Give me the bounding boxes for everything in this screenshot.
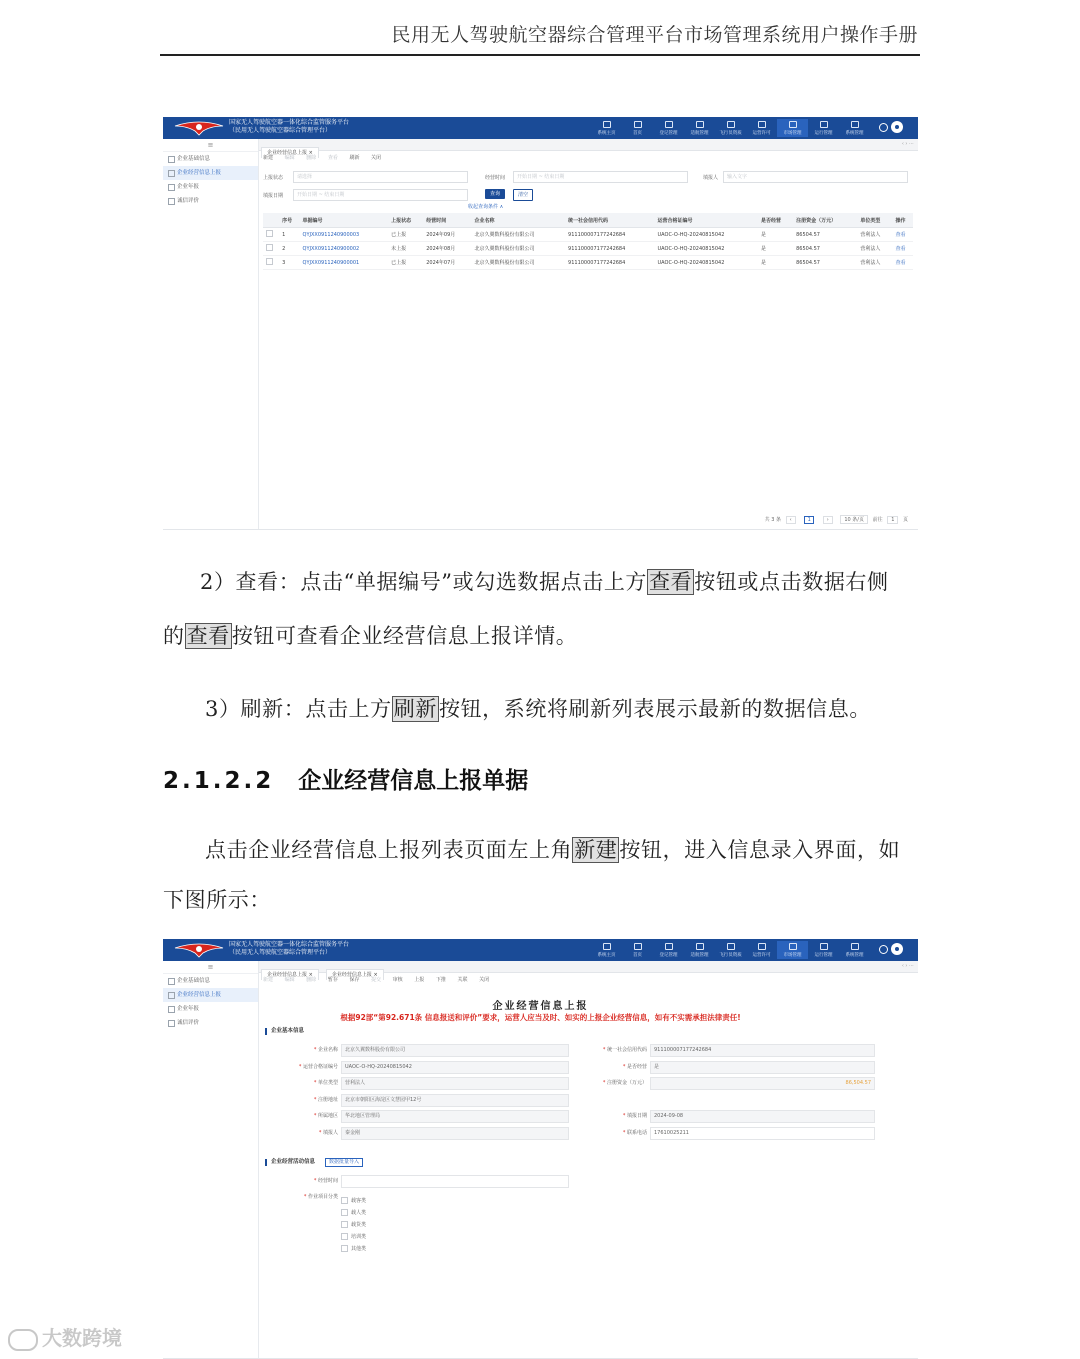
nav-icon [789, 121, 797, 128]
app-brand [229, 941, 399, 957]
tab-scroll-controls[interactable]: ‹ › ⋯ [901, 141, 914, 147]
delete-button[interactable]: 删除 [306, 155, 317, 161]
current-page[interactable]: 1 [804, 516, 814, 524]
top-nav [591, 119, 870, 137]
nav-icon [789, 943, 797, 950]
table-cell: 北京久翼数科股份有限公司 [472, 228, 566, 242]
text-run: 按钮可查看企业经营信息上报详情。 [231, 624, 578, 648]
status-filter-label: 上报状态 [263, 175, 284, 181]
nav-icon [820, 943, 828, 950]
nav-item-market[interactable]: 市场管理 [777, 119, 808, 137]
section-basic-info: 企业基本信息 [265, 1028, 304, 1035]
table-row[interactable] [263, 228, 913, 242]
search-icon[interactable] [879, 945, 888, 954]
doc-number-link[interactable]: QYJXX0911240900002 [300, 242, 389, 256]
nav-icon [634, 943, 642, 950]
goto-page-input[interactable]: 1 [887, 516, 898, 524]
delete-button[interactable]: 删除 [306, 977, 317, 983]
row-checkbox[interactable] [263, 242, 279, 256]
watermark-logo-icon [8, 1329, 38, 1351]
table-cell: 2 [279, 242, 299, 256]
refresh-button[interactable]: 刷新 [349, 155, 360, 161]
company-name-field[interactable]: * 企业名称 北京久翼数科股份有限公司 [341, 1044, 569, 1055]
text-run: 点击企业经营信息上报列表页面左上角 [205, 838, 573, 862]
table-cell: 营利法人 [857, 256, 892, 270]
prev-page-button[interactable]: ‹ [786, 516, 796, 524]
push-down-button[interactable]: 下推 [435, 977, 446, 983]
screenshot-form-page [163, 939, 918, 1359]
nav-item-registration[interactable]: 登记管理 [653, 119, 684, 137]
filler-filter-label: 填报人 [703, 175, 719, 181]
section-heading [163, 762, 528, 795]
paragraph-new-1 [205, 834, 900, 864]
filler-field[interactable]: * 填报人 秦金刚 [341, 1127, 569, 1138]
date-filter-label: 填报日期 [263, 193, 284, 199]
paragraph-refresh [205, 693, 871, 723]
table-cell: 未上报 [388, 242, 423, 256]
highlight-view: 查看 [649, 570, 693, 594]
nav-icon [603, 943, 611, 950]
doc-number-link[interactable]: QYJXX0911240900001 [300, 256, 389, 270]
row-view-link[interactable]: 查看 [892, 256, 913, 270]
table-cell: 911100007177242684 [565, 256, 654, 270]
col-cert-number[interactable]: 运营合格证编号 [655, 213, 759, 228]
sidebar-item-annual-report[interactable]: 企业年报 [163, 180, 258, 194]
table-cell: 2024年09月 [423, 228, 471, 242]
phone-field[interactable]: * 联系电话 17610025211 [650, 1127, 875, 1138]
text-run: 按钮，系统将刷新列表展示最新的数据信息。 [438, 697, 871, 721]
highlight-view: 查看 [186, 624, 230, 648]
form-toolbar [263, 976, 499, 985]
table-cell: 北京久翼数科股份有限公司 [472, 256, 566, 270]
table-cell: 北京久翼数科股份有限公司 [472, 242, 566, 256]
search-icon[interactable] [879, 123, 888, 132]
table-header-row [263, 213, 913, 228]
filter-panel [263, 171, 913, 207]
text-run: 按钮，进入信息录入界面，如 [619, 838, 901, 862]
table-cell: 营利法人 [857, 228, 892, 242]
audit-button[interactable]: 审核 [392, 977, 403, 983]
col-credit-code[interactable]: 统一社会信用代码 [565, 213, 654, 228]
region-field[interactable]: * 所属地区 华北地区管理局 [341, 1110, 569, 1121]
avatar[interactable] [891, 943, 903, 955]
close-button[interactable]: 关闭 [479, 977, 490, 983]
col-operating[interactable]: 是否经营 [758, 213, 793, 228]
nav-item-license[interactable]: 运营许可 [746, 941, 777, 959]
view-button[interactable]: 查看 [327, 155, 338, 161]
app-brand [229, 119, 399, 135]
col-period[interactable]: 经营时间 [423, 213, 471, 228]
nav-item-home-system[interactable]: 系统主页 [591, 119, 622, 137]
table-row[interactable] [263, 256, 913, 270]
category-checkbox[interactable]: 载客类 [341, 1197, 366, 1204]
new-button[interactable]: 新建 [263, 155, 274, 161]
table-cell: 2024年08月 [423, 242, 471, 256]
new-button[interactable]: 新建 [263, 977, 274, 983]
col-capital[interactable]: 注册资金（万元） [793, 213, 857, 228]
nav-icon [758, 121, 766, 128]
caac-logo-icon [173, 942, 225, 958]
row-view-link[interactable]: 查看 [892, 228, 913, 242]
table-cell: 是 [758, 242, 793, 256]
brand-line-1: 国家无人驾驶航空器一体化综合监管服务平台 [229, 941, 350, 948]
nav-icon [696, 943, 704, 950]
col-unit-type[interactable]: 单位类型 [857, 213, 892, 228]
nav-item-license[interactable]: 运营许可 [746, 119, 777, 137]
category-checkbox[interactable]: 其他类 [341, 1245, 366, 1252]
clear-button[interactable]: 清空 [513, 189, 533, 201]
table-cell: 2024年07月 [423, 256, 471, 270]
highlight-refresh: 刷新 [393, 697, 437, 721]
table-cell: 86504.57 [793, 256, 857, 270]
sidebar-item-business-report[interactable]: 企业经营信息上报 [163, 988, 258, 1002]
table-cell: 营利法人 [857, 242, 892, 256]
batch-import-button[interactable]: 数据批量导入 [325, 1158, 363, 1167]
nav-icon [820, 121, 828, 128]
running-header-title: 民用无人驾驶航空器综合管理平台市场管理系统用户操作手册 [391, 24, 918, 46]
nav-item-registration[interactable]: 登记管理 [653, 941, 684, 959]
section-business-activity: 企业经营活动信息 [265, 1159, 315, 1166]
next-page-button[interactable]: › [823, 516, 833, 524]
table-cell: 86504.57 [793, 242, 857, 256]
category-checkbox[interactable]: 培训类 [341, 1233, 366, 1240]
app-topbar [163, 117, 918, 139]
caac-logo-icon [173, 120, 225, 136]
category-checkbox[interactable]: 载货类 [341, 1221, 366, 1228]
credit-code-field[interactable]: * 统一社会信用代码 911100007177242684 [650, 1044, 875, 1055]
tab-scroll-controls[interactable]: ‹ › ⋯ [901, 963, 914, 969]
table-cell: UAOC-O-HQ-20240815042 [655, 242, 759, 256]
nav-item-home[interactable]: 首页 [622, 941, 653, 959]
nav-item-market[interactable]: 市场管理 [777, 941, 808, 959]
running-header [160, 18, 920, 56]
brand-line-1: 国家无人驾驶航空器一体化综合监管服务平台 [229, 119, 350, 126]
save-button[interactable]: 保存 [349, 977, 360, 983]
operating-select[interactable]: * 是否经营 是 [650, 1061, 875, 1072]
tab-business-report-list[interactable]: 企业经营信息上报 × [261, 969, 319, 980]
col-actions: 操作 [892, 213, 913, 228]
avatar[interactable] [891, 121, 903, 133]
report-table [263, 213, 913, 270]
nav-item-system[interactable]: 系统管理 [839, 941, 870, 959]
table-cell: UAOC-O-HQ-20240815042 [655, 256, 759, 270]
table-cell: 已上报 [388, 228, 423, 242]
period-field[interactable]: * 经营时间 [341, 1175, 569, 1186]
fill-date-range[interactable]: 开始日期 ~ 结束日期 [293, 189, 468, 201]
nav-icon [851, 121, 859, 128]
link-button[interactable]: 关联 [457, 977, 468, 983]
text-run: 2）查看：点击“单据编号”或勾选数据点击上方 [200, 570, 648, 594]
tab-business-report-form[interactable]: 企业经营信息上报 × [326, 969, 384, 980]
submit-button[interactable]: 提交 [371, 977, 382, 983]
total-count: 共 3 条 [764, 517, 781, 523]
category-label: * 作业项目分类 [341, 1191, 351, 1202]
close-button[interactable]: 关闭 [371, 155, 382, 161]
goto-label: 前往 [872, 517, 883, 523]
sidebar-item-credit-rating[interactable]: 诚信评价 [163, 194, 258, 208]
goto-suffix: 页 [902, 517, 908, 523]
sidebar [163, 139, 259, 529]
section-number: 2.1.2.2 [163, 768, 275, 794]
text-run: 3）刷新：点击上方 [205, 697, 392, 721]
nav-icon [758, 943, 766, 950]
watermark-text: 大数跨境 [42, 1326, 122, 1350]
col-status[interactable]: 上报状态 [388, 213, 423, 228]
col-index: 序号 [279, 213, 299, 228]
text-run: 的 [163, 624, 185, 648]
nav-item-operation[interactable]: 运行管理 [808, 119, 839, 137]
cert-number-field[interactable]: * 运营合格证编号 UAOC-O-HQ-20240815042 [341, 1061, 569, 1072]
nav-item-airworthiness[interactable]: 适航管理 [684, 941, 715, 959]
table-cell: 3 [279, 256, 299, 270]
page-size-select[interactable]: 10 条/页 [840, 515, 868, 524]
row-view-link[interactable]: 查看 [892, 242, 913, 256]
nav-item-home-system[interactable]: 系统主页 [591, 941, 622, 959]
table-cell: 是 [758, 228, 793, 242]
sidebar-item-annual-report[interactable]: 企业年报 [163, 1002, 258, 1016]
nav-icon [634, 121, 642, 128]
unit-type-select[interactable]: * 单位类型 营利法人 [341, 1077, 569, 1088]
table-cell: 911100007177242684 [565, 242, 654, 256]
table-cell: 1 [279, 228, 299, 242]
period-filter-label: 经营时间 [485, 175, 506, 181]
nav-item-home[interactable]: 首页 [622, 119, 653, 137]
nav-icon [603, 121, 611, 128]
capital-field[interactable]: * 注册资金（万元） 86,504.57 [650, 1077, 875, 1088]
text-run: 按钮或点击数据右侧 [694, 570, 889, 594]
category-checkbox[interactable]: 载人类 [341, 1209, 366, 1216]
menu-collapse-icon[interactable]: ≡ [163, 139, 258, 152]
fill-date-field[interactable]: * 填报日期 2024-09-08 [650, 1110, 875, 1121]
watermark [8, 1322, 122, 1351]
draft-button[interactable]: 暂存 [327, 977, 338, 983]
select-all-checkbox[interactable] [263, 213, 279, 228]
filler-filter-input[interactable]: 输入文字 [723, 171, 908, 183]
brand-line-2: （民用无人驾驶航空器综合管理平台） [229, 949, 332, 956]
paragraph-view-2 [163, 620, 577, 650]
table-cell: 是 [758, 256, 793, 270]
top-nav [591, 941, 870, 959]
nav-icon [665, 121, 673, 128]
nav-item-pilot[interactable]: 飞行员资质 [715, 941, 746, 959]
form-title: 企业经营信息上报 [492, 1001, 589, 1012]
section-title: 企业经营信息上报单据 [298, 768, 529, 794]
row-checkbox[interactable] [263, 228, 279, 242]
menu-collapse-icon[interactable]: ≡ [163, 961, 258, 974]
nav-icon [727, 121, 735, 128]
nav-item-operation[interactable]: 运行管理 [808, 941, 839, 959]
tab-business-report[interactable]: 企业经营信息上报 × [261, 147, 319, 158]
nav-icon [665, 943, 673, 950]
edit-button[interactable]: 编辑 [284, 155, 295, 161]
status-filter-select[interactable]: 请选择 [293, 171, 468, 183]
nav-item-system[interactable]: 系统管理 [839, 119, 870, 137]
table-cell: 86504.57 [793, 228, 857, 242]
list-toolbar [263, 154, 391, 163]
sidebar-item-company-info[interactable]: 企业基础信息 [163, 974, 258, 988]
screenshot-list-page [163, 117, 918, 530]
highlight-new: 新建 [574, 838, 618, 862]
nav-item-pilot[interactable]: 飞行员资质 [715, 119, 746, 137]
address-field[interactable]: * 注册地址 北京市朝阳区海淀区文慧园甲12号 [341, 1094, 569, 1105]
nav-icon [851, 943, 859, 950]
table-row[interactable] [263, 242, 913, 256]
period-date-range[interactable]: 开始日期 ~ 结束日期 [513, 171, 688, 183]
app-topbar [163, 939, 918, 961]
report-button[interactable]: 上报 [414, 977, 425, 983]
col-doc-number[interactable]: 单据编号 [300, 213, 389, 228]
table-cell: 911100007177242684 [565, 228, 654, 242]
legal-warning: 根据92部“第92.671条 信息报送和评价”要求，运营人应当及时、如实的上报企业经营信息，如有不实需承担法律责任! [340, 1013, 741, 1022]
query-button[interactable]: 查询 [485, 189, 505, 199]
sidebar-item-company-info[interactable]: 企业基础信息 [163, 152, 258, 166]
nav-item-airworthiness[interactable]: 适航管理 [684, 119, 715, 137]
sidebar-item-credit-rating[interactable]: 诚信评价 [163, 1016, 258, 1030]
edit-button[interactable]: 编辑 [284, 977, 295, 983]
table-cell: UAOC-O-HQ-20240815042 [655, 228, 759, 242]
paragraph-new-2: 下图所示： [163, 888, 271, 912]
doc-number-link[interactable]: QYJXX0911240900003 [300, 228, 389, 242]
row-checkbox[interactable] [263, 256, 279, 270]
col-company[interactable]: 企业名称 [472, 213, 566, 228]
nav-icon [727, 943, 735, 950]
paragraph-view-1 [200, 566, 889, 596]
nav-icon [696, 121, 704, 128]
pagination [765, 515, 908, 524]
page-tabs [259, 961, 918, 978]
table-cell: 已上报 [388, 256, 423, 270]
page-tabs [259, 139, 918, 156]
brand-line-2: （民用无人驾驶航空器综合管理平台） [229, 127, 332, 134]
sidebar-item-business-report[interactable]: 企业经营信息上报 [163, 166, 258, 180]
collapse-filters-link[interactable]: 收起查询条件 ∧ [468, 204, 504, 210]
